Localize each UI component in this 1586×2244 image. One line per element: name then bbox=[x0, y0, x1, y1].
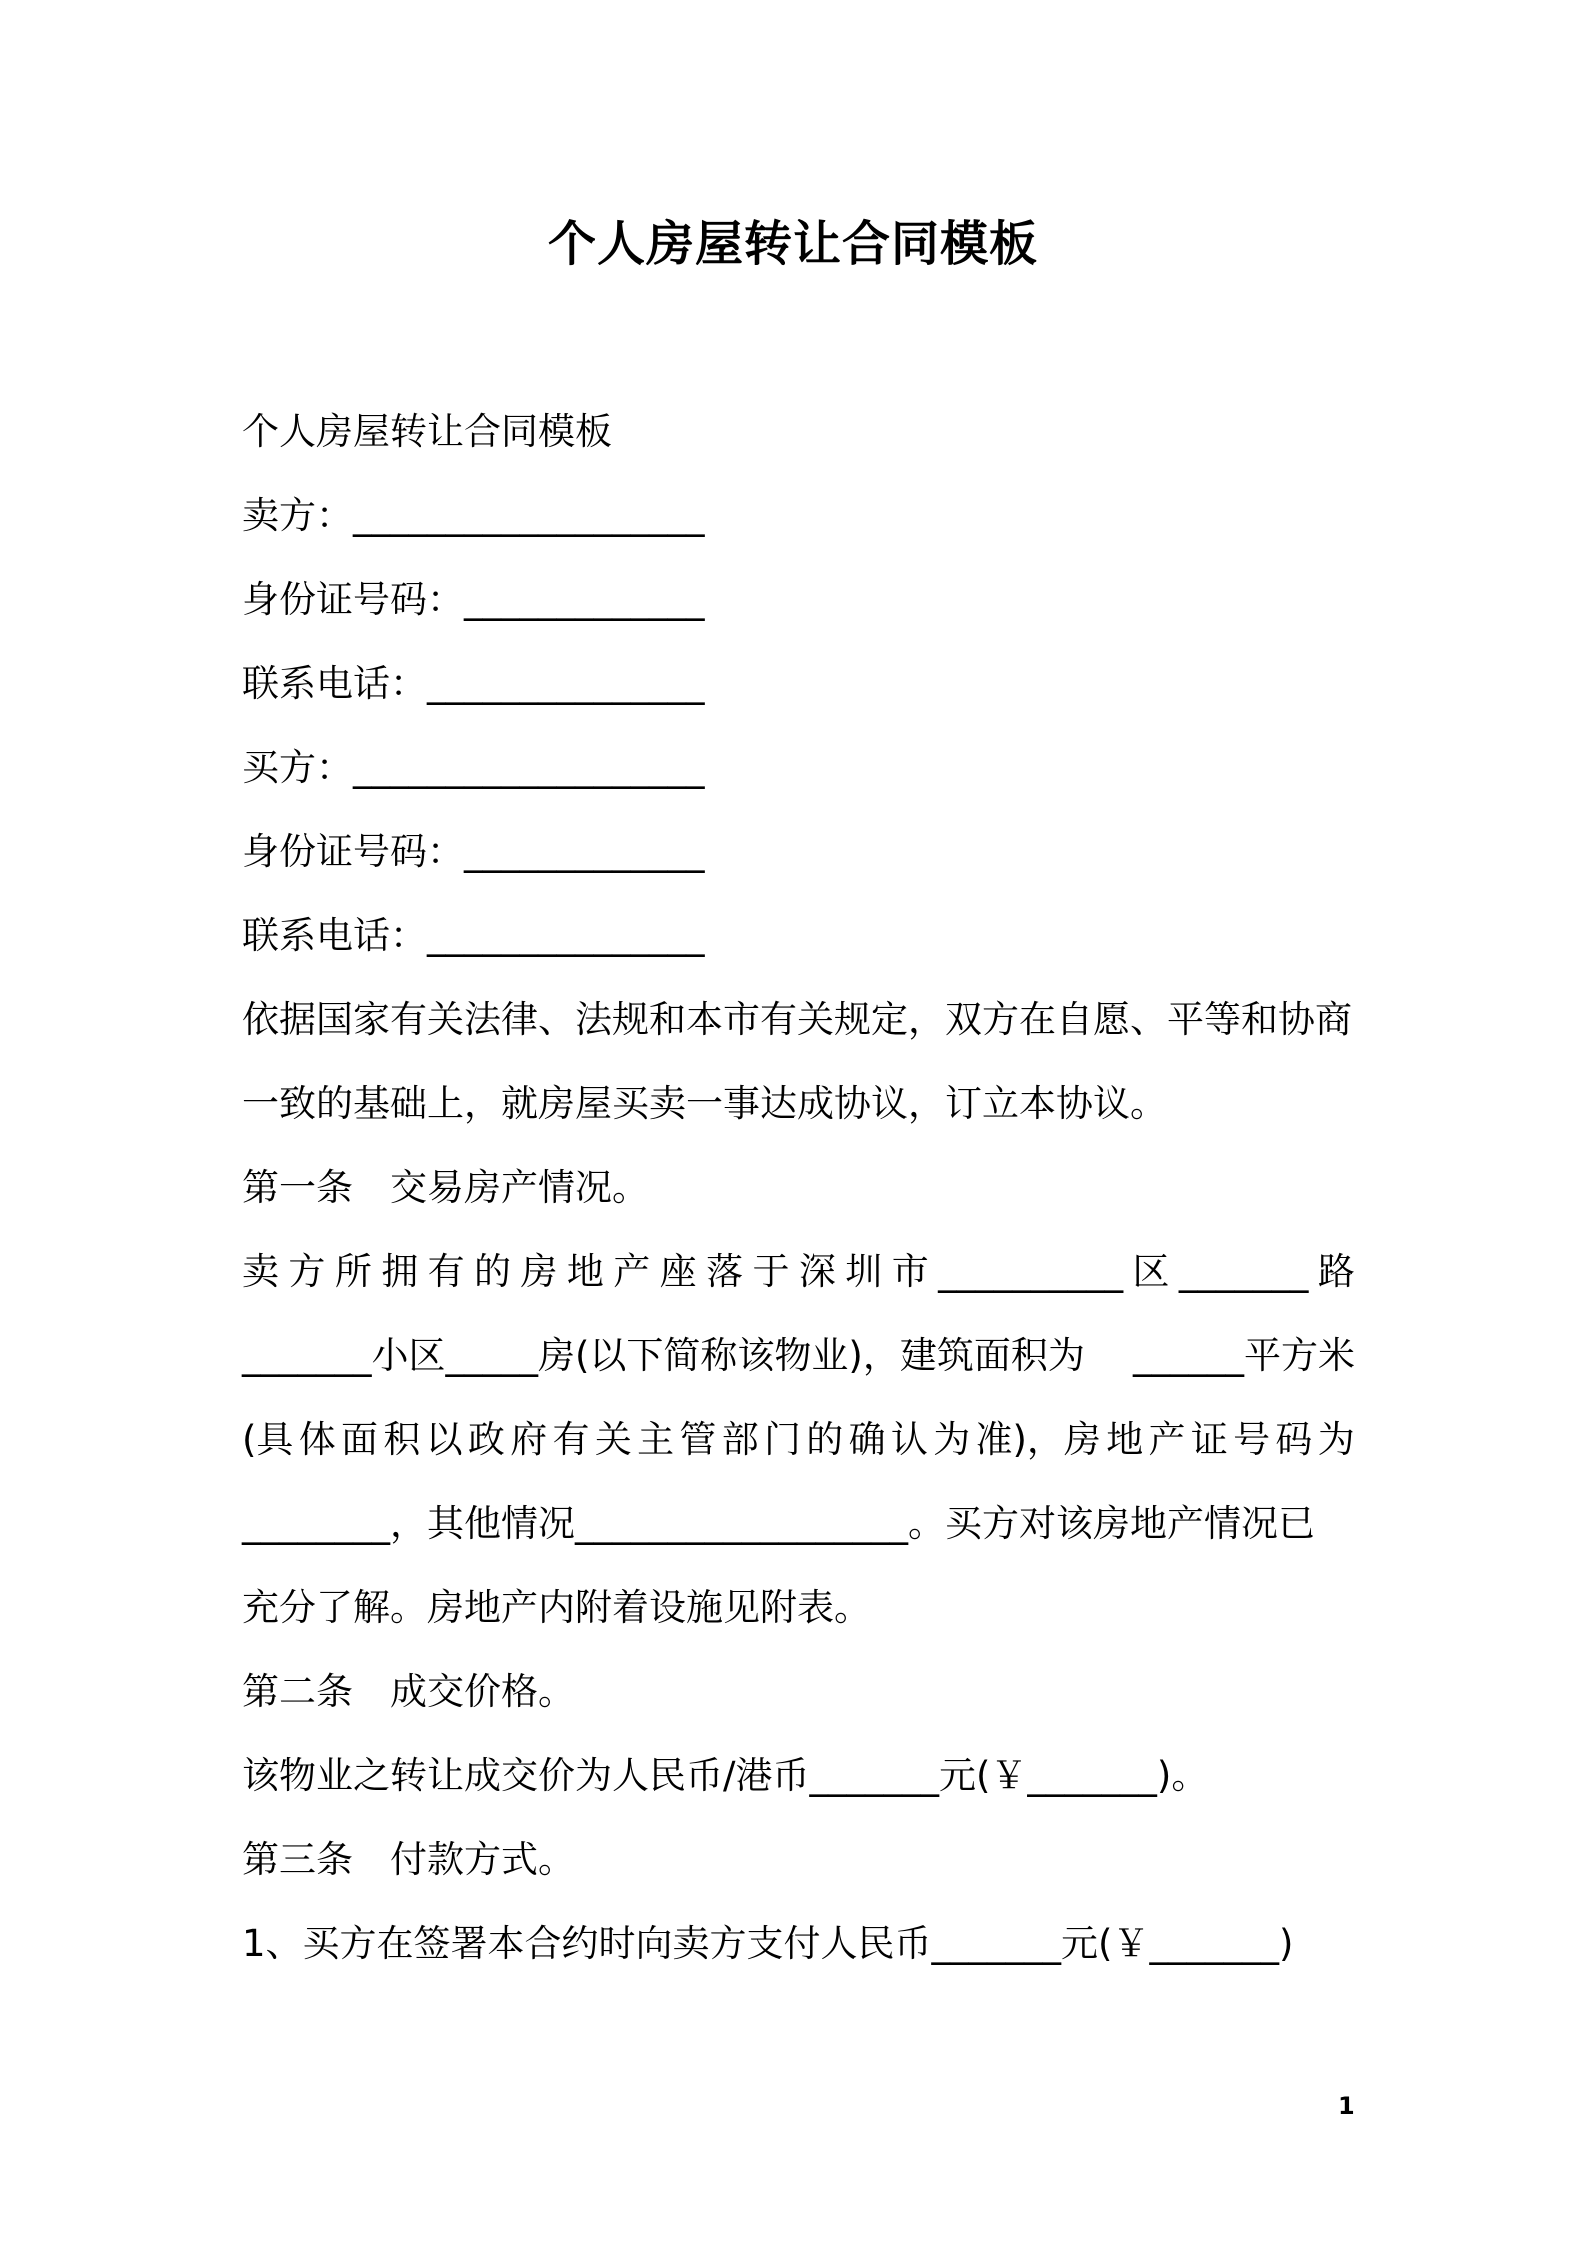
buyer-id-field: 身份证号码：_____________ bbox=[242, 830, 705, 873]
document-title: 个人房屋转让合同模板 bbox=[547, 216, 1038, 272]
text-segment: (具 bbox=[242, 1418, 294, 1461]
text-segment: 座 bbox=[659, 1250, 697, 1293]
text-segment: 有 bbox=[552, 1418, 590, 1461]
text-segment: 认 bbox=[890, 1418, 928, 1461]
text-segment: 于 bbox=[752, 1250, 790, 1293]
text-segment: 路 bbox=[1317, 1250, 1355, 1293]
article-2-text: 该物业之转让成交价为人民币/港币_______元(￥_______)。 bbox=[242, 1754, 1209, 1797]
text-segment: 方 bbox=[288, 1250, 326, 1293]
preamble-paragraph-line-2: 一致的基础上，就房屋买卖一事达成协议，订立本协议。 bbox=[242, 1082, 1167, 1125]
text-segment: 面 bbox=[341, 1418, 379, 1461]
text-segment: 拥 bbox=[381, 1250, 419, 1293]
article-2-heading: 第二条 成交价格。 bbox=[242, 1670, 575, 1713]
article-3-item-1 bbox=[242, 1919, 1355, 1969]
text-segment: 码 bbox=[1275, 1418, 1313, 1461]
preamble-paragraph-line-1: 依据国家有关法律、法规和本市有关规定，双方在自愿、平等和协商 bbox=[242, 998, 1352, 1041]
text-segment: 府 bbox=[510, 1418, 548, 1461]
text-segment: 体 bbox=[298, 1418, 336, 1461]
text-segment: 所 bbox=[334, 1250, 372, 1293]
buyer-phone-field: 联系电话：_______________ bbox=[242, 914, 705, 957]
text-segment: 地 bbox=[1106, 1418, 1144, 1461]
text-segment: 圳 bbox=[845, 1250, 883, 1293]
document-subtitle: 个人房屋转让合同模板 bbox=[242, 410, 612, 453]
text-segment: 的 bbox=[474, 1250, 512, 1293]
article-1-text-line-1 bbox=[242, 1247, 1355, 1297]
text-segment: 确 bbox=[848, 1418, 886, 1461]
text-segment: 落 bbox=[706, 1250, 744, 1293]
text-segment: _______小区_____房(以下简称该物业)，建筑面积为 bbox=[242, 1334, 1085, 1377]
text-segment: 的 bbox=[806, 1418, 844, 1461]
text-segment: 深 bbox=[798, 1250, 836, 1293]
article-1-text-line-2 bbox=[242, 1331, 1355, 1381]
text-segment: 1、买方在签署本合约时向卖方支付人民币_______元(￥_______) bbox=[242, 1922, 1294, 1965]
text-segment: 有 bbox=[427, 1250, 465, 1293]
text-segment: 地 bbox=[566, 1250, 604, 1293]
seller-phone-field: 联系电话：_______________ bbox=[242, 662, 705, 705]
text-segment: 以 bbox=[425, 1418, 463, 1461]
text-segment: 政 bbox=[467, 1418, 505, 1461]
text-segment: __________ bbox=[938, 1250, 1124, 1293]
article-1-text-line-3 bbox=[242, 1415, 1355, 1465]
text-segment: 号 bbox=[1233, 1418, 1271, 1461]
text-segment: 部 bbox=[721, 1418, 759, 1461]
text-segment: 为 bbox=[933, 1418, 971, 1461]
article-3-heading: 第三条 付款方式。 bbox=[242, 1838, 575, 1881]
text-segment: 管 bbox=[679, 1418, 717, 1461]
buyer-field: 买方：___________________ bbox=[242, 746, 705, 789]
text-segment: ________，其他情况__________________。买方对该房地产情况已 bbox=[242, 1502, 1315, 1545]
text-segment: 区 bbox=[1132, 1250, 1170, 1293]
page-number: 1 bbox=[1338, 2092, 1355, 2120]
text-segment: 卖 bbox=[242, 1250, 279, 1293]
text-segment: ______平方米 bbox=[1133, 1334, 1355, 1377]
text-segment: _______ bbox=[1178, 1250, 1309, 1293]
text-segment: 产 bbox=[613, 1250, 651, 1293]
seller-field: 卖方：___________________ bbox=[242, 494, 705, 537]
text-segment: 房 bbox=[520, 1250, 558, 1293]
text-segment: 证 bbox=[1190, 1418, 1228, 1461]
text-segment: 积 bbox=[383, 1418, 421, 1461]
text-segment: 门 bbox=[764, 1418, 801, 1461]
text-segment: 为 bbox=[1317, 1418, 1355, 1461]
article-1-text-line-5: 充分了解。房地产内附着设施见附表。 bbox=[242, 1586, 871, 1629]
article-1-text-line-4 bbox=[242, 1499, 1355, 1549]
text-segment: 关 bbox=[594, 1418, 632, 1461]
seller-id-field: 身份证号码：_____________ bbox=[242, 578, 705, 621]
article-1-heading: 第一条 交易房产情况。 bbox=[242, 1166, 649, 1209]
text-segment: 产 bbox=[1148, 1418, 1186, 1461]
text-segment: 主 bbox=[637, 1418, 675, 1461]
text-segment: 准)，房 bbox=[975, 1418, 1101, 1461]
text-segment: 市 bbox=[891, 1250, 929, 1293]
